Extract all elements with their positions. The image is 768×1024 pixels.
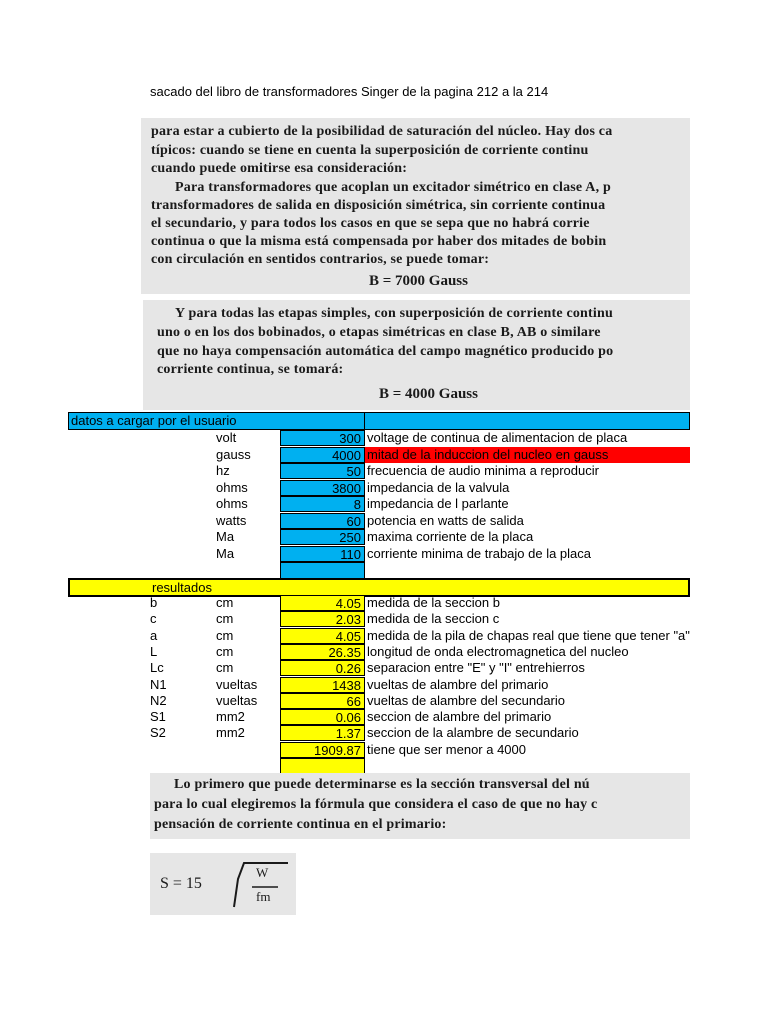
result-unit: cm xyxy=(216,643,234,659)
scan-line: típicos: cuando se tiene en cuenta la superposición de corriente continu xyxy=(151,143,589,158)
book-scan-excerpt-2 xyxy=(143,300,690,410)
scan-line: el secundario, y para todos los casos en que se sepa que no habrá corrie xyxy=(151,216,590,231)
scan-line: que no haya compensación automática del campo magnético producido po xyxy=(157,344,614,359)
result-description: longitud de onda electromagnetica del nucleo xyxy=(367,643,629,659)
page-title: sacado del libro de transformadores Singer de la pagina 212 a la 214 xyxy=(150,84,549,99)
result-description: medida de la seccion b xyxy=(367,595,500,610)
inputs-header: datos a cargar por el usuario xyxy=(68,412,365,430)
result-unit: mm2 xyxy=(216,725,245,741)
result-unit: vueltas xyxy=(216,692,258,708)
result-name: S1 xyxy=(150,709,166,725)
input-unit: ohms xyxy=(216,496,248,511)
result-name: a xyxy=(150,627,158,643)
scan-line: Lo primero que puede determinarse es la sección transversal del nú xyxy=(174,777,590,792)
result-unit: vueltas xyxy=(216,676,258,692)
result-value-cell: 0.06 xyxy=(280,709,365,725)
result-name: N2 xyxy=(150,692,167,708)
result-unit: cm xyxy=(216,660,234,676)
input-unit: hz xyxy=(216,463,230,478)
scan-line: continua o que la misma está compensada por haber dos mitades de bobin xyxy=(151,234,607,249)
input-description: impedancia de la valvula xyxy=(367,479,510,495)
scan-line: para estar a cubierto de la posibilidad de saturación del núcleo. Hay dos ca xyxy=(151,124,613,139)
result-name: c xyxy=(150,611,157,627)
result-unit: cm xyxy=(216,595,234,610)
result-description: seccion de alambre del primario xyxy=(367,709,552,725)
input-description: maxima corriente de la placa xyxy=(367,529,534,544)
result-value-cell: 4.05 xyxy=(280,595,365,611)
input-value-cell: 3800 xyxy=(280,480,365,496)
input-description: potencia en watts de salida xyxy=(367,512,524,528)
result-name: L xyxy=(150,643,158,659)
input-unit: volt xyxy=(216,430,237,445)
result-name: Lc xyxy=(150,660,164,676)
scan-line: con circulación en sentidos contrarios, se puede tomar: xyxy=(151,252,490,267)
result-name: b xyxy=(150,595,158,610)
scan-line: Y para todas las etapas simples, con superposición de corriente continu xyxy=(175,306,613,321)
scan-line: Para transformadores que acoplan un excitador simétrico en clase A, p xyxy=(175,180,611,195)
scan-line: pensación de corriente continua en el primario: xyxy=(154,817,447,832)
input-value-cell: 110 xyxy=(280,546,365,562)
input-unit: gauss xyxy=(216,446,251,462)
scan-equation: B = 7000 Gauss xyxy=(369,273,468,289)
input-value-cell: 8 xyxy=(280,496,365,512)
input-description: mitad de la induccion del nucleo en gauss xyxy=(365,447,690,463)
input-unit: Ma xyxy=(216,545,235,561)
scan-line: para lo cual elegiremos la fórmula que considera el caso de que no hay c xyxy=(154,797,598,812)
input-description: voltage de continua de alimentacion de placa xyxy=(367,430,628,445)
scan-line: uno o en los dos bobinados, o etapas simétricas en clase B, AB o similare xyxy=(157,325,601,340)
result-name: S2 xyxy=(150,725,166,741)
result-description: vueltas de alambre del secundario xyxy=(367,692,566,708)
result-description: tiene que ser menor a 4000 xyxy=(367,741,526,757)
input-description: corriente minima de trabajo de la placa xyxy=(367,545,592,561)
result-description: seccion de la alambre de secundario xyxy=(367,725,579,741)
result-description: medida de la pila de chapas real que tiene que tener "a" xyxy=(367,627,690,643)
scan-line: transformadores de salida en disposición simétrica, sin corriente continua xyxy=(151,198,606,213)
result-value-cell: 1.37 xyxy=(280,725,365,741)
result-value-cell: 66 xyxy=(280,693,365,709)
input-unit: watts xyxy=(216,512,247,528)
result-unit: cm xyxy=(216,611,234,627)
result-value-cell: 1909.87 xyxy=(280,742,365,758)
result-unit: cm xyxy=(216,627,234,643)
scan-equation: B = 4000 Gauss xyxy=(379,386,478,402)
result-value-cell: 1438 xyxy=(280,677,365,693)
formula-lhs: S = 15 xyxy=(160,875,202,892)
results-header: resultados xyxy=(68,578,690,597)
result-value-cell: 2.03 xyxy=(280,611,365,627)
scan-line: corriente continua, se tomará: xyxy=(157,362,344,377)
formula-numerator: W xyxy=(256,865,269,880)
scan-line: cuando puede omitirse esa consideración: xyxy=(151,161,408,176)
result-description: medida de la seccion c xyxy=(367,611,500,627)
input-description: impedancia de l parlante xyxy=(367,496,509,511)
input-value-cell: 4000 xyxy=(280,447,365,463)
book-scan-excerpt-1 xyxy=(141,118,690,294)
input-unit: ohms xyxy=(216,479,248,495)
input-unit: Ma xyxy=(216,529,235,544)
input-value-cell: 300 xyxy=(280,430,365,446)
inputs-header-fill xyxy=(364,412,690,430)
result-value-cell: 4.05 xyxy=(280,628,365,644)
formula-denominator: fm xyxy=(256,889,271,904)
input-value-cell: 50 xyxy=(280,463,365,479)
result-value-cell: 26.35 xyxy=(280,644,365,660)
result-description: vueltas de alambre del primario xyxy=(367,676,549,692)
input-description: frecuencia de audio minima a reproducir xyxy=(367,463,599,478)
book-scan-formula xyxy=(150,853,296,915)
input-value-cell: 60 xyxy=(280,513,365,529)
result-name: N1 xyxy=(150,676,167,692)
input-value-cell: 250 xyxy=(280,529,365,545)
book-scan-excerpt-3 xyxy=(150,773,690,839)
result-value-cell: 0.26 xyxy=(280,660,365,676)
result-unit: mm2 xyxy=(216,709,245,725)
result-description: separacion entre "E" y "I" entrehierros xyxy=(367,660,585,676)
